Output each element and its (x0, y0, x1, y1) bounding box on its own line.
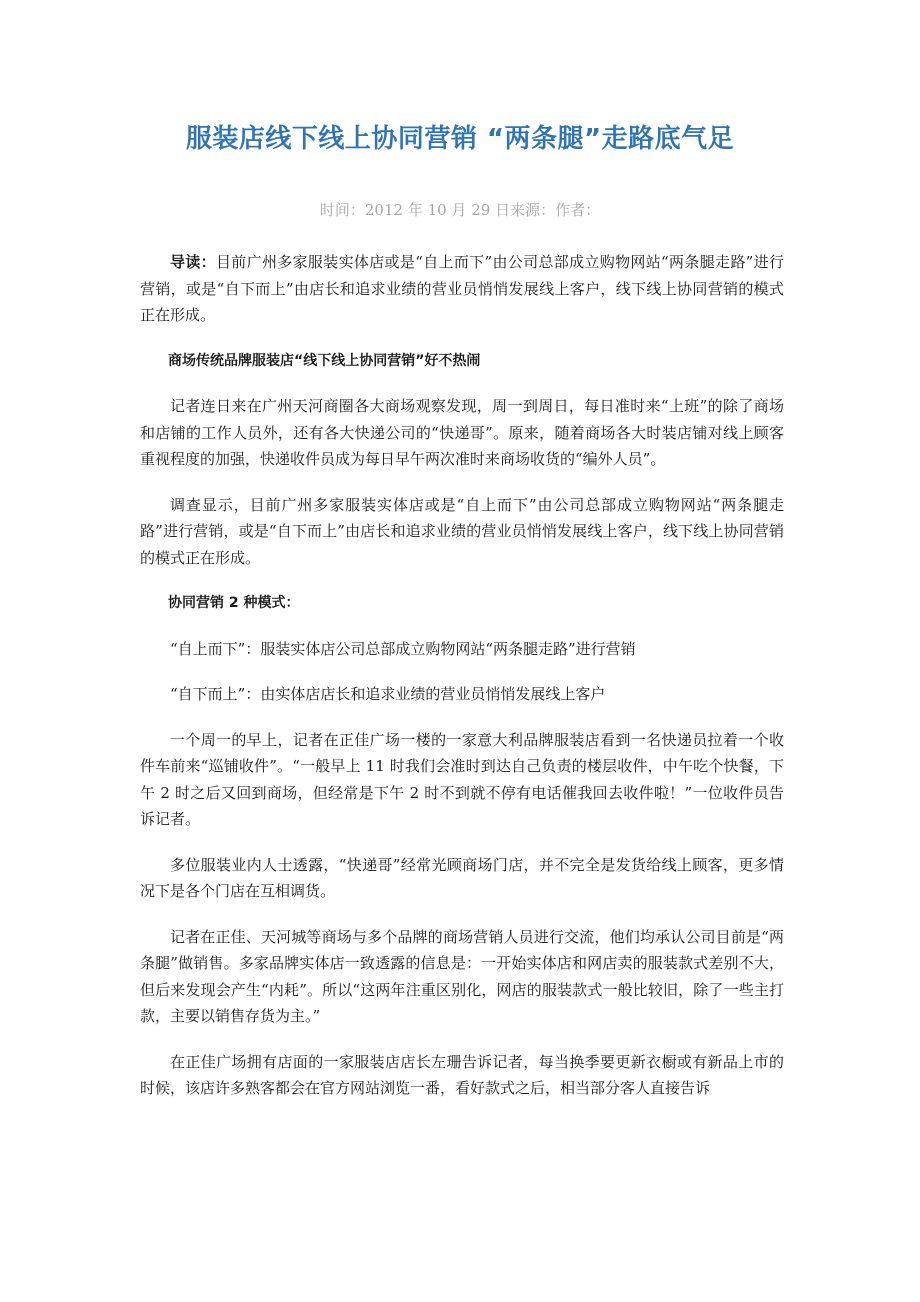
intro-paragraph (140, 249, 784, 329)
paragraph-3: 一个周一的早上，记者在正佳广场一楼的一家意大利品牌服装店看到一名快递员拉着一个收件车前来“巡铺收件”。“一般早上 11 时我们会准时到达自己负责的楼层收件，中午吃个快餐，下午 2 时之后又回到商场，但经常是下午 2 时不到就不停有电话催我回去收件啦！”一位收件员告诉记者。 (140, 730, 784, 828)
paragraph-1: 记者连日来在广州天河商圈各大商场观察发现，周一到周日，每日准时来“上班”的除了商场和店铺的工作人员外，还有各大快递公司的“快递哥”。原来，随着商场各大时装店铺对线上顾客重视程度的加强，快递收件员成为每日早午两次准时来商场收货的“编外人员”。 (140, 397, 784, 468)
mode-item-2: “自下而上”：由实体店店长和追求业绩的营业员悄悄发展线上客户 (170, 685, 606, 703)
article-title: 服装店线下线上协同营销 “两条腿”走路底气足 (185, 124, 735, 154)
intro-label: 导读： (170, 253, 216, 271)
section-heading-1: 商场传统品牌服装店“线下线上协同营销”好不热闹 (168, 352, 481, 369)
section-heading-2: 协同营销 2 种模式： (168, 595, 300, 611)
mode-item-1: “自上而下”：服装实体店公司总部成立购物网站“两条腿走路”进行营销 (170, 639, 636, 658)
paragraph-5: 记者在正佳、天河城等商场与多个品牌的商场营销人员进行交流，他们均承认公司目前是“两条腿”做销售。多家品牌实体店一致透露的信息是：一开始实体店和网店卖的服装款式差别不大，但后来发现会产生“内耗”。所以“这两年注重区别化，网店的服装款式一般比较旧，除了一些主打款，主要以销售存货为主。” (140, 927, 784, 1025)
intro-text: 目前广州多家服装实体店或是“自上而下”由公司总部成立购物网站“两条腿走路”进行营销，或是“自下而上”由店长和追求业绩的营业员悄悄发展线上客户，线下线上协同营销的模式正在形成。 (140, 253, 784, 324)
article-meta: 时间：2012 年 10 月 29 日来源：作者： (319, 201, 601, 219)
paragraph-4: 多位服装业内人士透露，“快递哥”经常光顾商场门店，并不完全是发货给线上顾客，更多情况下是各个门店在互相调货。 (140, 855, 784, 900)
article-body (140, 249, 784, 1121)
paragraph-2: 调查显示，目前广州多家服装实体店或是“自上而下”由公司总部成立购物网站“两条腿走路”进行营销，或是“自下而上”由店长和追求业绩的营业员悄悄发展线上客户，线下线上协同营销的模式正在形成。 (140, 495, 784, 567)
paragraph-6: 在正佳广场拥有店面的一家服装店店长左珊告诉记者，每当换季要更新衣橱或有新品上市的时候，该店许多熟客都会在官方网站浏览一番，看好款式之后，相当部分客人直接告诉 (140, 1052, 784, 1097)
